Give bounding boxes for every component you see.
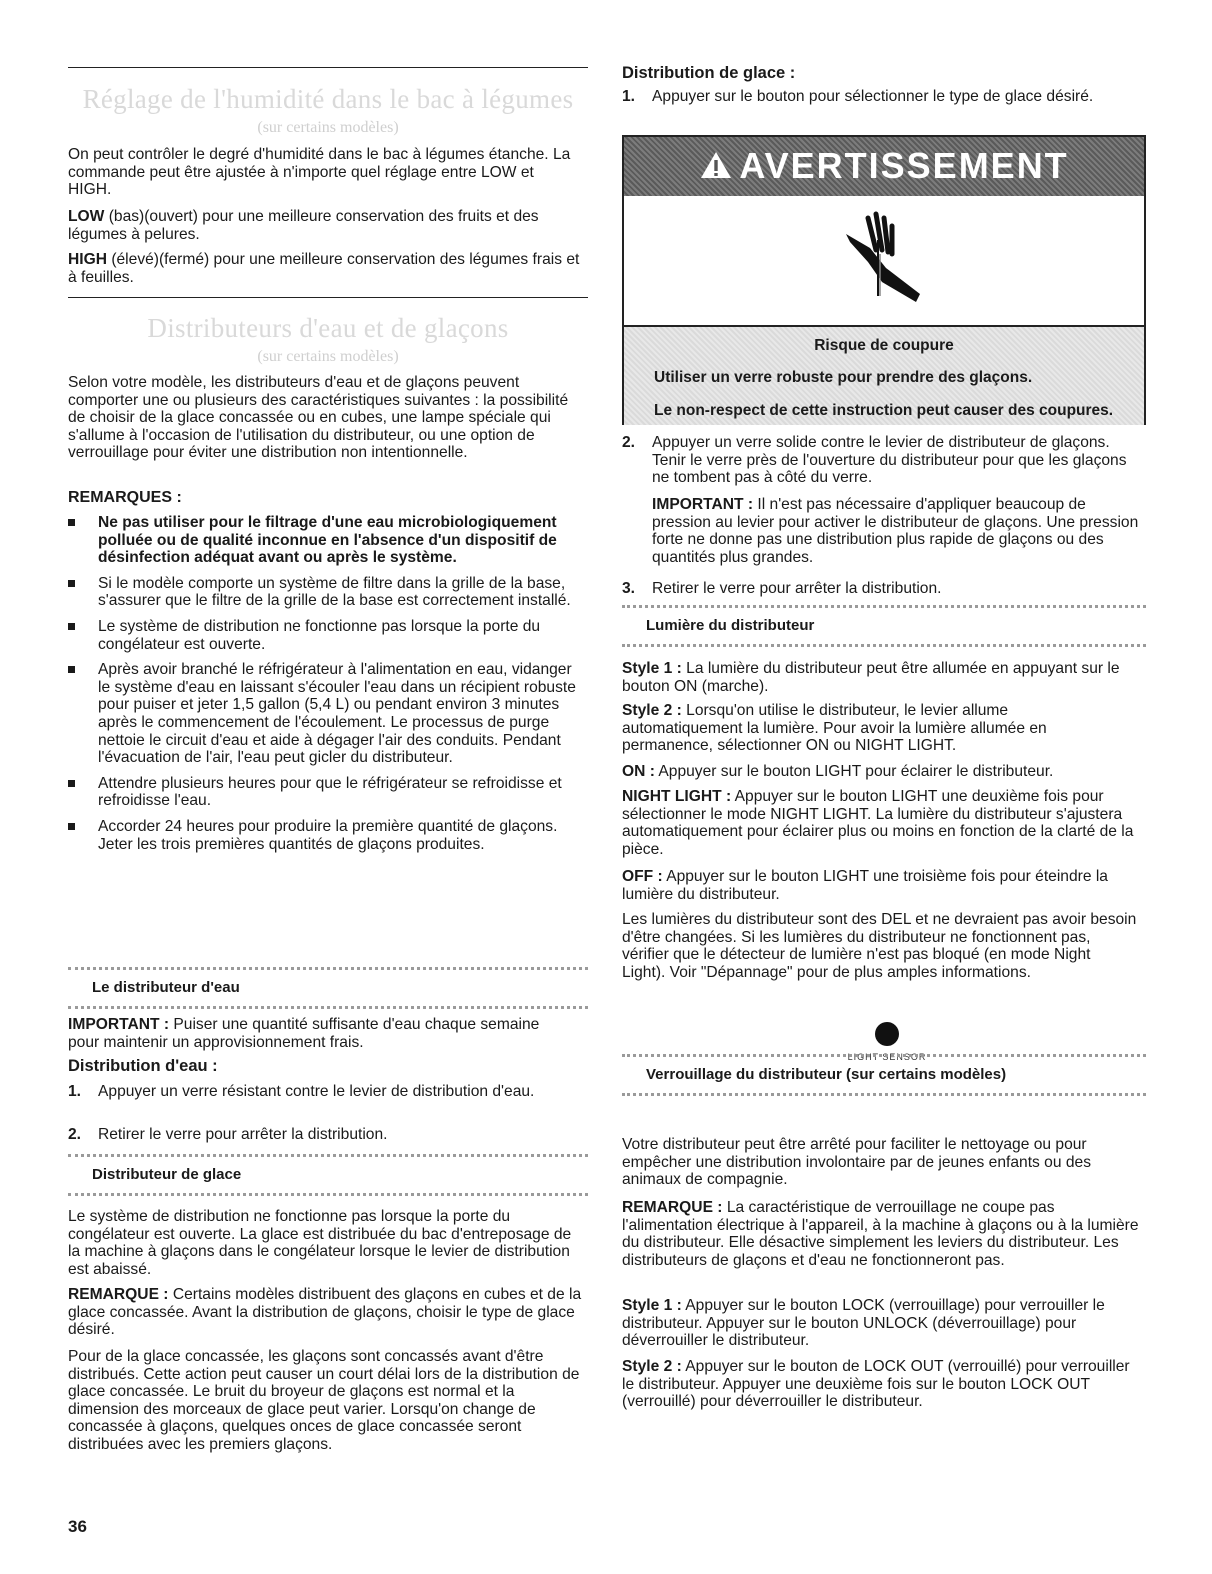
list-item: Attendre plusieurs heures pour que le réfrigérateur se refroidisse et refroidisse l'eau. xyxy=(68,775,588,810)
dispensers-subtitle: (sur certains modèles) xyxy=(257,348,399,365)
humidity-intro: On peut contrôler le degré d'humidité dans le bac à légumes étanche. La commande peut être ajustée à n'importe quel réglage entre LOW et HIGH. xyxy=(68,146,571,199)
warning-line-2: Le non-respect de cette instruction peut causer des coupures. xyxy=(654,402,1114,419)
ice-dispenser-p3: Pour de la glace concassée, les glaçons sont concassés avant d'être distribués. Cette action peut causer un court délai lors de la distribution de glace concassée. Le bruit du broyeur de glaçons est normal et la dimension des morceaux de glace peut varier. Lorsqu'on change de concassée à glaçons, quelques onces de glace concassée seront distribuées avec les premiers glaçons. xyxy=(68,1348,580,1453)
water-step-2: 2. Retirer le verre pour arrêter la distribution. xyxy=(68,1126,388,1143)
dispensers-intro: Selon votre modèle, les distributeurs d'eau et de glaçons peuvent comporter une ou plusieurs des caractéristiques suivantes : la possibilité de choisir de la glace concassée ou en cubes, une lampe spéciale qui s'allume à l'occasion de l'utilisation du distributeur, ou une option de verrouillage pour éviter une distribution non intentionnelle. xyxy=(68,374,569,462)
section-rule xyxy=(68,297,588,298)
water-important: IMPORTANT : Puiser une quantité suffisante d'eau chaque semaine pour maintenir un approvisionnement frais. xyxy=(68,1016,540,1051)
light-heading: Lumière du distributeur xyxy=(646,617,815,634)
light-on: ON : Appuyer sur le bouton LIGHT pour éclairer le distributeur. xyxy=(622,763,1054,780)
warning-risk: Risque de coupure xyxy=(814,337,954,354)
light-night: NIGHT LIGHT : Appuyer sur le bouton LIGHT une deuxième fois pour sélectionner le mode NIGHT LIGHT. La lumière du distributeur s'ajustera automatiquement pour éclairer plus ou moins en fonction de la clarté de la pièce. xyxy=(622,788,1134,858)
water-dispenser-heading: Le distributeur d'eau xyxy=(92,979,240,996)
ice-step-3: 3. Retirer le verre pour arrêter la distribution. xyxy=(622,580,942,597)
ice-dispenser-header xyxy=(68,1154,588,1196)
list-item: Après avoir branché le réfrigérateur à l'alimentation en eau, vidanger le système d'eau en laissant s'écouler l'eau dans un récipient robuste pour puiser et jeter 1,5 gallon (5,4 L) ou pendant environ 3 minutes après le commencement de l'écoulement. Le processus de purge nettoie le circuit d'eau et aide à dégager l'air des conduits. Pendant l'évacuation de l'air, l'eau peut gicler du distributeur. xyxy=(68,661,588,767)
lock-heading: Verrouillage du distributeur (sur certains modèles) xyxy=(646,1066,1007,1083)
remarks-list xyxy=(68,514,588,861)
ice-dispenser-p1: Le système de distribution ne fonctionne pas lorsque la porte du congélateur est ouverte. La glace est distribuée du bac d'entreposage de la machine à glaçons dans le congélateur lorsque le levier de distribution est abaissé. xyxy=(68,1208,572,1278)
lock-remark: REMARQUE : La caractéristique de verrouillage ne coupe pas l'alimentation électrique à l'appareil, à la machine à glaçons ou à la lumière du distributeur. Elle désactive simplement les leviers du distributeur. Les distributeurs de glaçons et d'eau ne fonctionneront pas. xyxy=(622,1199,1139,1269)
page-number: 36 xyxy=(68,1517,87,1536)
light-led-info: Les lumières du distributeur sont des DEL et ne devraient pas avoir besoin d'être changées. Si les lumières du distributeur ne fonctionnent pas, vérifier que le détecteur de lumière n'est pas bloqué (en mode Night Light). Voir "Dépannage" pour de plus amples informations. xyxy=(622,911,1137,981)
ice-step-2: 2. Appuyer un verre solide contre le levier de distributeur de glaçons. Tenir le verre près de l'ouverture du distributeur pour que les glaçons ne tombent pas à côté du verre. xyxy=(622,434,1127,487)
lock-header xyxy=(622,1054,1146,1096)
warning-title: AVERTISSEMENT xyxy=(624,145,1144,187)
ice-dispenser-remark: REMARQUE : Certains modèles distribuent des glaçons en cubes et de la glace concassée. Avant la distribution de glaçons, choisir le type de glace désiré. xyxy=(68,1286,582,1339)
cut-hand-icon xyxy=(838,210,928,310)
warning-header xyxy=(624,137,1144,196)
dispensers-title: Distributeurs d'eau et de glaçons xyxy=(147,313,509,343)
light-sensor-label: LIGHT SENSOR xyxy=(847,1052,927,1062)
light-header xyxy=(622,605,1146,647)
list-item: Le système de distribution ne fonctionne pas lorsque la porte du congélateur est ouverte. xyxy=(68,618,588,653)
water-dispenser-header xyxy=(68,967,588,1009)
humidity-subtitle: (sur certains modèles) xyxy=(257,119,399,136)
list-item: Ne pas utiliser pour le filtrage d'une eau microbiologiquement polluée ou de qualité inconnue en l'absence d'un dispositif de désinfection adéquat avant ou après le système. xyxy=(68,514,588,567)
section-rule xyxy=(68,67,588,68)
ice-important: IMPORTANT : Il n'est pas nécessaire d'appliquer beaucoup de pression au levier pour activer le distributeur de glaçons. Une pression forte ne donne pas une distribution plus rapide de glaçons ou des quantités plus grandes. xyxy=(652,496,1139,566)
water-step-1: 1. Appuyer un verre résistant contre le levier de distribution d'eau. xyxy=(68,1083,535,1100)
light-off: OFF : Appuyer sur le bouton LIGHT une troisième fois pour éteindre la lumière du distributeur. xyxy=(622,868,1108,903)
warning-art xyxy=(624,196,1144,325)
lock-p1: Votre distributeur peut être arrêté pour faciliter le nettoyage ou pour empêcher une distribution involontaire par de jeunes enfants ou des animaux de compagnie. xyxy=(622,1136,1091,1189)
list-item: Accorder 24 heures pour produire la première quantité de glaçons. Jeter les trois premières quantités de glaçons produites. xyxy=(68,818,588,853)
lock-style-1: Style 1 : Appuyer sur le bouton LOCK (verrouillage) pour verrouiller le distributeur. Appuyer sur le bouton UNLOCK (déverrouillage) pour déverrouiller le distributeur. xyxy=(622,1297,1105,1350)
humidity-low: LOW (bas)(ouvert) pour une meilleure conservation des fruits et des légumes à pelures. xyxy=(68,208,539,243)
ice-distribution-heading: Distribution de glace : xyxy=(622,64,796,82)
light-style-2: Style 2 : Lorsqu'on utilise le distributeur, le levier allume automatiquement la lumière. Pour avoir la lumière allumée en permanence, sélectionner ON ou NIGHT LIGHT. xyxy=(622,702,1047,755)
ice-dispenser-heading: Distributeur de glace xyxy=(92,1166,242,1183)
warning-body xyxy=(624,325,1144,425)
warning-box xyxy=(622,135,1146,425)
warning-triangle-icon xyxy=(699,150,733,180)
humidity-title: Réglage de l'humidité dans le bac à légumes xyxy=(82,84,574,114)
humidity-high: HIGH (élevé)(fermé) pour une meilleure conservation des légumes frais et à feuilles. xyxy=(68,251,580,286)
light-style-1: Style 1 : La lumière du distributeur peut être allumée en appuyant sur le bouton ON (marche). xyxy=(622,660,1120,695)
remarks-heading: REMARQUES : xyxy=(68,489,182,506)
list-item: Si le modèle comporte un système de filtre dans la grille de la base, s'assurer que le filtre de la grille de la base est correctement installé. xyxy=(68,575,588,610)
warning-line-1: Utiliser un verre robuste pour prendre des glaçons. xyxy=(654,369,1033,386)
lock-style-2: Style 2 : Appuyer sur le bouton de LOCK OUT (verrouillé) pour verrouiller le distributeur. Appuyer une deuxième fois sur le bouton LOCK OUT (verrouillé) pour déverrouiller le distributeur. xyxy=(622,1358,1130,1411)
ice-step-1: 1. Appuyer sur le bouton pour sélectionner le type de glace désiré. xyxy=(622,88,1094,105)
water-distribution-heading: Distribution d'eau : xyxy=(68,1057,218,1075)
